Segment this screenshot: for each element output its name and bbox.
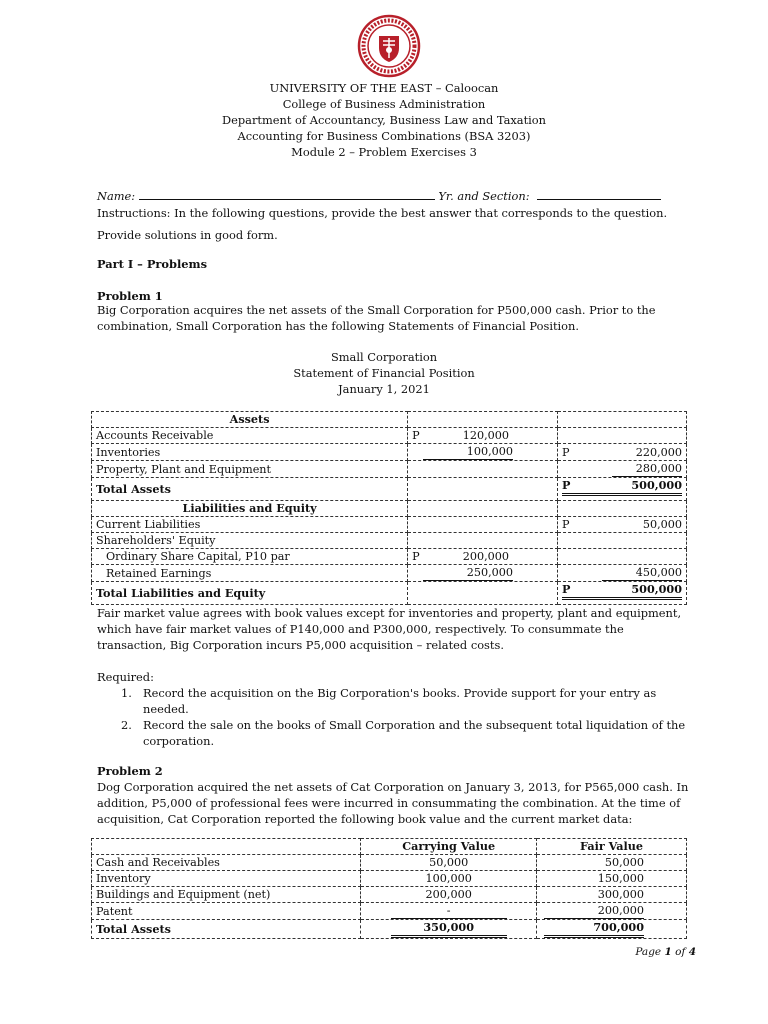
row-label: Total Liabilities and Equity — [92, 582, 408, 605]
section-label: Yr. and Section: — [438, 189, 530, 203]
cell-value: 250,000 — [423, 565, 513, 581]
table-row — [92, 478, 687, 501]
row-label: Patent — [92, 903, 361, 920]
row-label: Retained Earnings — [92, 565, 408, 582]
financial-position-table — [91, 411, 687, 605]
peso-sign: P — [412, 550, 420, 563]
paragraph-line: Big Corporation acquires the net assets of the Small Corporation for P500,000 cash. Prior to the — [97, 303, 656, 317]
row-label: Inventory — [92, 871, 361, 887]
table-row — [92, 920, 687, 939]
row-label: Shareholders' Equity — [92, 533, 408, 549]
list-number: 1. — [121, 686, 132, 700]
name-field[interactable] — [139, 186, 435, 200]
document-header — [0, 80, 768, 160]
college-name: College of Business Administration — [282, 97, 486, 111]
row-label: Inventories — [92, 444, 408, 461]
page-footer — [635, 946, 696, 958]
name-section-row — [97, 186, 677, 204]
cell-value: 100,000 — [361, 871, 537, 887]
table-row — [92, 501, 687, 517]
row-label: Ordinary Share Capital, P10 par — [92, 549, 408, 565]
peso-sign: P — [561, 478, 571, 492]
table-row — [92, 871, 687, 887]
cell-value: 100,000 — [423, 444, 513, 460]
column-header: Fair Value — [537, 839, 687, 855]
required-section — [97, 669, 697, 749]
liabilities-equity-heading: Liabilities and Equity — [92, 501, 408, 517]
assets-heading: Assets — [92, 412, 408, 428]
problem-1-text — [97, 302, 656, 334]
list-text: Record the acquisition on the Big Corporation's books. Provide support for your entry as — [143, 686, 657, 700]
table-row — [92, 461, 687, 478]
instructions — [97, 205, 667, 243]
row-label: Cash and Receivables — [92, 855, 361, 871]
row-label: Property, Plant and Equipment — [92, 461, 408, 478]
cell-value: 200,000 — [361, 887, 537, 903]
peso-sign: P — [412, 429, 420, 442]
paragraph-line: transaction, Big Corporation incurs P5,000 acquisition – related costs. — [97, 638, 504, 652]
cell-value: 280,000 — [612, 461, 682, 477]
row-label: Current Liabilities — [92, 517, 408, 533]
row-label: Accounts Receivable — [92, 428, 408, 444]
paragraph-line: addition, P5,000 of professional fees were incurred in consummating the combination. At the time of — [97, 796, 681, 810]
table-header-row — [92, 839, 687, 855]
table-row — [92, 565, 687, 582]
paragraph-line: Fair market value agrees with book values except for inventories and property, plant and equipment, — [97, 606, 682, 620]
company-name: Small Corporation — [330, 350, 438, 364]
section-field[interactable] — [537, 186, 661, 200]
part-heading: Part I – Problems — [97, 257, 207, 271]
paragraph-line: acquisition, Cat Corporation reported the following book value and the current market data: — [97, 812, 633, 826]
cell-value: 300,000 — [537, 887, 687, 903]
cell-value: 500,000 — [631, 478, 682, 492]
table-row — [92, 887, 687, 903]
cell-value: - — [391, 903, 507, 919]
page-word: Page — [635, 946, 665, 958]
list-text: needed. — [143, 702, 189, 716]
university-name: UNIVERSITY OF THE EAST – Caloocan — [269, 81, 499, 95]
statement-date: January 1, 2021 — [338, 382, 430, 396]
page-number: 1 — [664, 946, 672, 958]
university-seal-logo — [357, 14, 421, 78]
statement-name: Statement of Financial Position — [293, 366, 475, 380]
table-row — [92, 582, 687, 605]
table-row — [92, 533, 687, 549]
fmv-paragraph — [97, 605, 681, 653]
table-row — [92, 412, 687, 428]
table-row — [92, 444, 687, 461]
cell-value: 700,000 — [544, 920, 644, 938]
cell-value: 120,000 — [462, 429, 509, 442]
list-text: corporation. — [143, 734, 215, 748]
list-number: 2. — [121, 718, 132, 732]
instructions-line: Instructions: In the following questions, provide the best answer that corresponds to the question. — [97, 206, 668, 220]
peso-sign: P — [561, 518, 570, 531]
statement-title — [0, 349, 768, 397]
row-label: Total Assets — [92, 478, 408, 501]
list-item — [97, 717, 697, 749]
required-label: Required: — [97, 670, 154, 684]
paragraph-line: Dog Corporation acquired the net assets of Cat Corporation on January 3, 2013, for P565,000 cash. In — [97, 780, 689, 794]
list-text: Record the sale on the books of Small Corporation and the subsequent total liquidation of the — [143, 718, 686, 732]
peso-sign: P — [561, 445, 570, 459]
paragraph-line: combination, Small Corporation has the following Statements of Financial Position. — [97, 319, 579, 333]
list-item — [97, 685, 697, 717]
page-total: 4 — [688, 946, 696, 958]
problem-2-title: Problem 2 — [97, 764, 163, 778]
problem-1-title: Problem 1 — [97, 289, 163, 303]
department-name: Department of Accountancy, Business Law and Taxation — [222, 113, 546, 127]
cell-value: 350,000 — [391, 920, 507, 938]
peso-sign: P — [561, 582, 571, 596]
of-word: of — [671, 946, 689, 958]
table-row — [92, 855, 687, 871]
table-row — [92, 428, 687, 444]
carrying-fair-value-table — [91, 838, 687, 939]
cell-value: 220,000 — [635, 445, 682, 459]
problem-2-text — [97, 779, 688, 827]
cell-value: 150,000 — [537, 871, 687, 887]
column-header: Carrying Value — [361, 839, 537, 855]
table-row — [92, 549, 687, 565]
cell-value: 500,000 — [631, 582, 682, 596]
name-label: Name: — [97, 189, 136, 203]
table-row — [92, 517, 687, 533]
row-label: Total Assets — [92, 920, 361, 939]
paragraph-line: which have fair market values of P140,000 and P300,000, respectively. To consummate the — [97, 622, 624, 636]
instructions-line: Provide solutions in good form. — [97, 228, 278, 242]
cell-value: 50,000 — [361, 855, 537, 871]
module-title: Module 2 – Problem Exercises 3 — [291, 145, 477, 159]
cell-value: 450,000 — [602, 565, 682, 581]
course-name: Accounting for Business Combinations (BSA 3203) — [237, 129, 531, 143]
cell-value: 50,000 — [537, 855, 687, 871]
table-row — [92, 903, 687, 920]
cell-value: 200,000 — [462, 550, 509, 563]
row-label: Buildings and Equipment (net) — [92, 887, 361, 903]
cell-value: 50,000 — [642, 518, 682, 531]
cell-value: 200,000 — [544, 903, 644, 919]
